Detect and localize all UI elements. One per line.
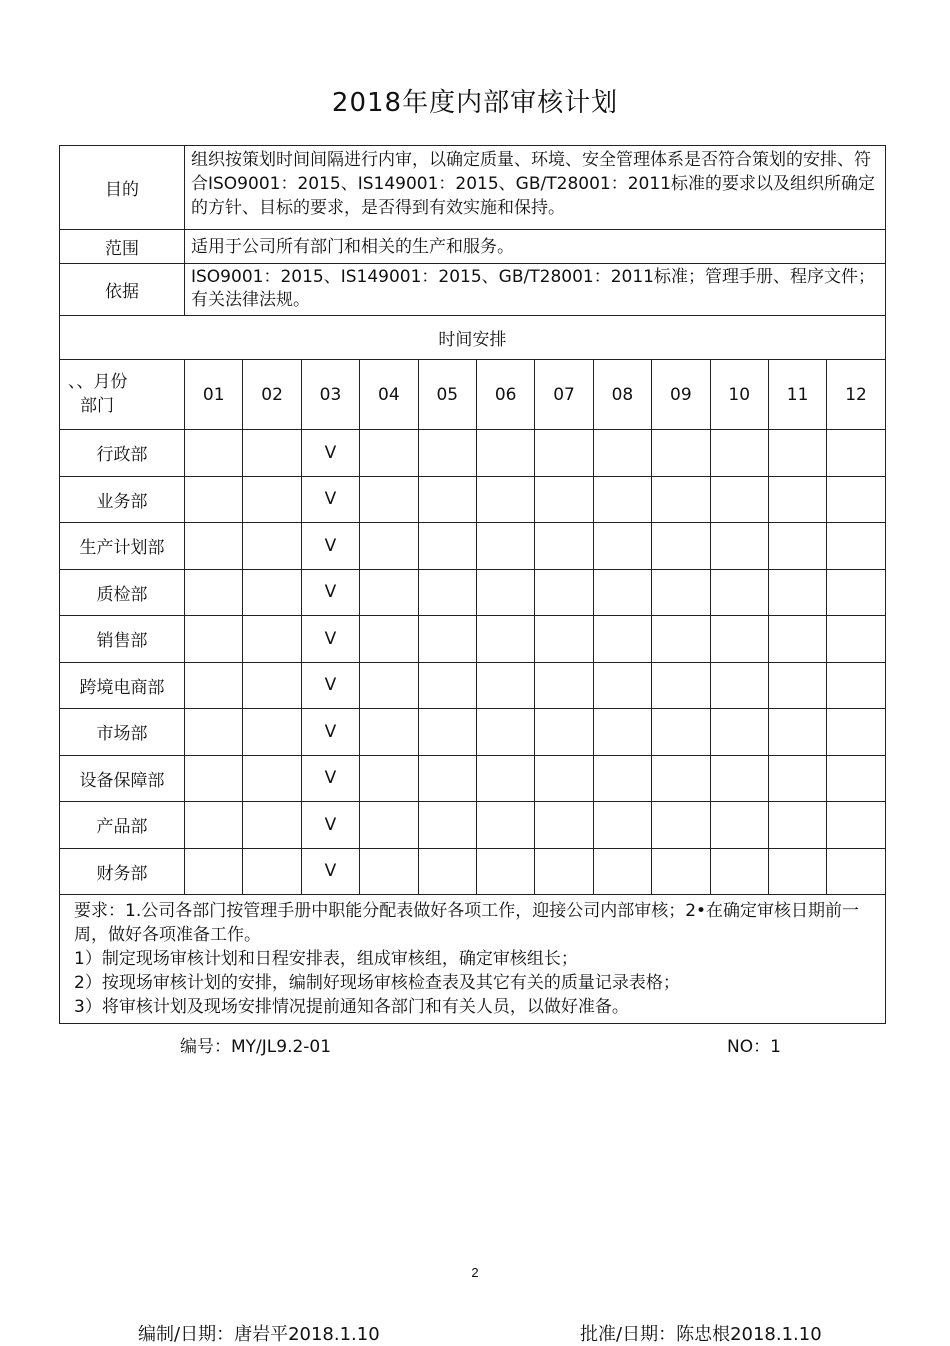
month-header-cell: 11 — [768, 360, 826, 430]
schedule-cell — [535, 802, 593, 849]
schedule-cell: V — [301, 569, 359, 616]
schedule-cell — [652, 569, 710, 616]
purpose-row — [60, 146, 886, 230]
schedule-cell — [476, 569, 534, 616]
document-title: 2018年度内部审核计划 — [331, 88, 619, 118]
department-row — [60, 709, 886, 756]
schedule-cell — [768, 616, 826, 663]
scope-text: 适用于公司所有部门和相关的生产和服务。 — [185, 230, 886, 264]
schedule-cell — [243, 802, 301, 849]
scope-label: 范围 — [60, 230, 185, 264]
schedule-cell — [710, 523, 768, 570]
schedule-cell — [652, 848, 710, 895]
schedule-cell — [827, 523, 885, 570]
department-name: 产品部 — [60, 802, 185, 849]
schedule-cell — [476, 662, 534, 709]
schedule-cell — [827, 569, 885, 616]
department-row — [60, 848, 886, 895]
department-name: 跨境电商部 — [60, 662, 185, 709]
schedule-cell — [827, 848, 885, 895]
schedule-cell — [652, 430, 710, 477]
schedule-cell — [827, 802, 885, 849]
schedule-cell — [652, 802, 710, 849]
corner-month-label: 、、月份 — [68, 372, 128, 392]
schedule-cell — [710, 755, 768, 802]
audit-plan-table — [59, 145, 886, 1024]
schedule-cell — [535, 430, 593, 477]
schedule-cell — [185, 848, 243, 895]
schedule-cell — [360, 662, 418, 709]
schedule-cell — [418, 662, 476, 709]
department-name: 财务部 — [60, 848, 185, 895]
department-row — [60, 616, 886, 663]
month-header-cell: 12 — [827, 360, 885, 430]
schedule-cell — [418, 709, 476, 756]
schedule-cell — [593, 523, 651, 570]
schedule-cell — [768, 848, 826, 895]
schedule-cell — [185, 569, 243, 616]
schedule-cell — [710, 802, 768, 849]
schedule-cell — [418, 430, 476, 477]
schedule-cell — [360, 709, 418, 756]
schedule-cell — [827, 476, 885, 523]
approved-by: 批准/日期：陈忠根2018.1.10 — [580, 1324, 822, 1345]
schedule-cell — [418, 616, 476, 663]
requirements-row — [60, 895, 886, 1024]
schedule-cell — [418, 569, 476, 616]
schedule-cell — [593, 755, 651, 802]
month-header-cell: 02 — [243, 360, 301, 430]
schedule-cell — [827, 616, 885, 663]
schedule-cell — [652, 523, 710, 570]
schedule-cell: V — [301, 523, 359, 570]
schedule-cell — [360, 476, 418, 523]
schedule-cell — [768, 662, 826, 709]
schedule-cell — [243, 848, 301, 895]
schedule-cell: V — [301, 430, 359, 477]
schedule-cell — [476, 523, 534, 570]
schedule-cell — [476, 476, 534, 523]
schedule-cell — [535, 523, 593, 570]
schedule-cell: V — [301, 662, 359, 709]
schedule-cell — [652, 616, 710, 663]
schedule-cell — [593, 616, 651, 663]
schedule-cell — [360, 569, 418, 616]
month-header-cell: 06 — [476, 360, 534, 430]
schedule-cell — [710, 616, 768, 663]
month-header-cell: 01 — [185, 360, 243, 430]
schedule-heading: 时间安排 — [60, 316, 886, 360]
schedule-cell — [768, 569, 826, 616]
schedule-cell — [185, 430, 243, 477]
schedule-cell — [185, 709, 243, 756]
department-row — [60, 430, 886, 477]
schedule-cell — [827, 662, 885, 709]
department-name: 设备保障部 — [60, 755, 185, 802]
purpose-label: 目的 — [60, 146, 185, 230]
schedule-cell — [185, 755, 243, 802]
month-header-cell: 10 — [710, 360, 768, 430]
requirements-cell — [60, 895, 886, 1024]
schedule-cell — [243, 755, 301, 802]
schedule-cell — [827, 709, 885, 756]
schedule-cell — [827, 755, 885, 802]
requirement-line: 要求：1.公司各部门按管理手册中职能分配表做好各项工作，迎接公司内部审核；2•在确定审核日期前一周，做好各项准备工作。 — [74, 901, 860, 945]
schedule-cell — [710, 662, 768, 709]
schedule-cell — [360, 755, 418, 802]
schedule-cell — [476, 616, 534, 663]
month-header-cell: 07 — [535, 360, 593, 430]
schedule-cell — [652, 709, 710, 756]
department-name: 销售部 — [60, 616, 185, 663]
month-header-cell: 08 — [593, 360, 651, 430]
basis-row — [60, 264, 886, 316]
requirement-line: 2）按现场审核计划的安排，编制好现场审核检查表及其它有关的质量记录表格； — [74, 973, 680, 993]
department-name: 质检部 — [60, 569, 185, 616]
schedule-cell — [418, 755, 476, 802]
schedule-cell — [360, 616, 418, 663]
schedule-heading-row — [60, 316, 886, 360]
schedule-cell — [476, 755, 534, 802]
schedule-cell — [593, 802, 651, 849]
schedule-cell: V — [301, 802, 359, 849]
corner-header-cell — [60, 360, 185, 430]
department-name: 生产计划部 — [60, 523, 185, 570]
month-header-cell: 05 — [418, 360, 476, 430]
schedule-cell — [827, 430, 885, 477]
schedule-cell — [476, 802, 534, 849]
schedule-cell — [535, 569, 593, 616]
form-number: NO：1 — [727, 1037, 781, 1057]
requirement-line: 3）将审核计划及现场安排情况提前通知各部门和有关人员，以做好准备。 — [74, 997, 629, 1017]
prepared-by: 编制/日期：唐岩平2018.1.10 — [138, 1324, 380, 1345]
corner-dept-label: 部门 — [80, 396, 114, 416]
schedule-cell — [593, 430, 651, 477]
schedule-cell — [243, 662, 301, 709]
schedule-cell — [185, 802, 243, 849]
month-header-cell: 04 — [360, 360, 418, 430]
purpose-text: 组织按策划时间间隔进行内审，以确定质量、环境、安全管理体系是否符合策划的安排、符合ISO9001：2015、IS149001：2015、GB/T28001：2011标准的要求以及组织所确定的方针、目标的要求，是否得到有效实施和保持。 — [185, 146, 886, 230]
department-row — [60, 755, 886, 802]
schedule-cell — [593, 709, 651, 756]
schedule-cell — [418, 848, 476, 895]
schedule-cell — [185, 662, 243, 709]
schedule-cell — [185, 476, 243, 523]
schedule-cell — [360, 523, 418, 570]
schedule-cell — [418, 476, 476, 523]
schedule-cell — [243, 616, 301, 663]
schedule-cell — [652, 662, 710, 709]
requirement-line: 1）制定现场审核计划和日程安排表，组成审核组，确定审核组长； — [74, 949, 578, 969]
page-number: 2 — [471, 1265, 479, 1280]
department-row — [60, 476, 886, 523]
schedule-cell — [243, 430, 301, 477]
schedule-cell — [710, 709, 768, 756]
schedule-cell — [535, 848, 593, 895]
schedule-cell — [593, 476, 651, 523]
schedule-cell: V — [301, 476, 359, 523]
schedule-cell — [593, 662, 651, 709]
schedule-cell — [710, 430, 768, 477]
schedule-cell — [710, 848, 768, 895]
schedule-cell — [535, 476, 593, 523]
schedule-cell — [652, 476, 710, 523]
schedule-cell — [768, 709, 826, 756]
schedule-cell — [418, 802, 476, 849]
schedule-cell — [710, 476, 768, 523]
schedule-cell — [243, 569, 301, 616]
schedule-cell — [476, 709, 534, 756]
month-header-row — [60, 360, 886, 430]
schedule-cell — [476, 848, 534, 895]
department-name: 市场部 — [60, 709, 185, 756]
schedule-cell — [185, 523, 243, 570]
schedule-cell — [768, 476, 826, 523]
schedule-cell: V — [301, 616, 359, 663]
department-name: 业务部 — [60, 476, 185, 523]
schedule-cell — [593, 569, 651, 616]
department-row — [60, 569, 886, 616]
schedule-cell — [768, 430, 826, 477]
schedule-cell — [535, 755, 593, 802]
department-row — [60, 523, 886, 570]
schedule-cell — [768, 802, 826, 849]
basis-text: ISO9001：2015、IS149001：2015、GB/T28001：2011标准；管理手册、程序文件；有关法律法规。 — [185, 264, 886, 316]
department-row — [60, 802, 886, 849]
schedule-cell: V — [301, 848, 359, 895]
form-code: 编号：MY/JL9.2-01 — [180, 1037, 332, 1057]
schedule-cell — [476, 430, 534, 477]
department-name: 行政部 — [60, 430, 185, 477]
schedule-cell — [243, 709, 301, 756]
schedule-cell — [535, 662, 593, 709]
month-header-cell: 03 — [301, 360, 359, 430]
schedule-cell — [710, 569, 768, 616]
schedule-cell — [360, 848, 418, 895]
department-row — [60, 662, 886, 709]
schedule-cell — [652, 755, 710, 802]
schedule-cell — [360, 802, 418, 849]
schedule-cell — [535, 709, 593, 756]
basis-label: 依据 — [60, 264, 185, 316]
schedule-cell — [593, 848, 651, 895]
scope-row — [60, 230, 886, 264]
schedule-cell — [768, 755, 826, 802]
schedule-cell: V — [301, 709, 359, 756]
schedule-cell — [243, 523, 301, 570]
schedule-cell — [185, 616, 243, 663]
schedule-cell — [243, 476, 301, 523]
schedule-cell — [535, 616, 593, 663]
schedule-cell: V — [301, 755, 359, 802]
schedule-cell — [418, 523, 476, 570]
month-header-cell: 09 — [652, 360, 710, 430]
schedule-cell — [360, 430, 418, 477]
schedule-cell — [768, 523, 826, 570]
